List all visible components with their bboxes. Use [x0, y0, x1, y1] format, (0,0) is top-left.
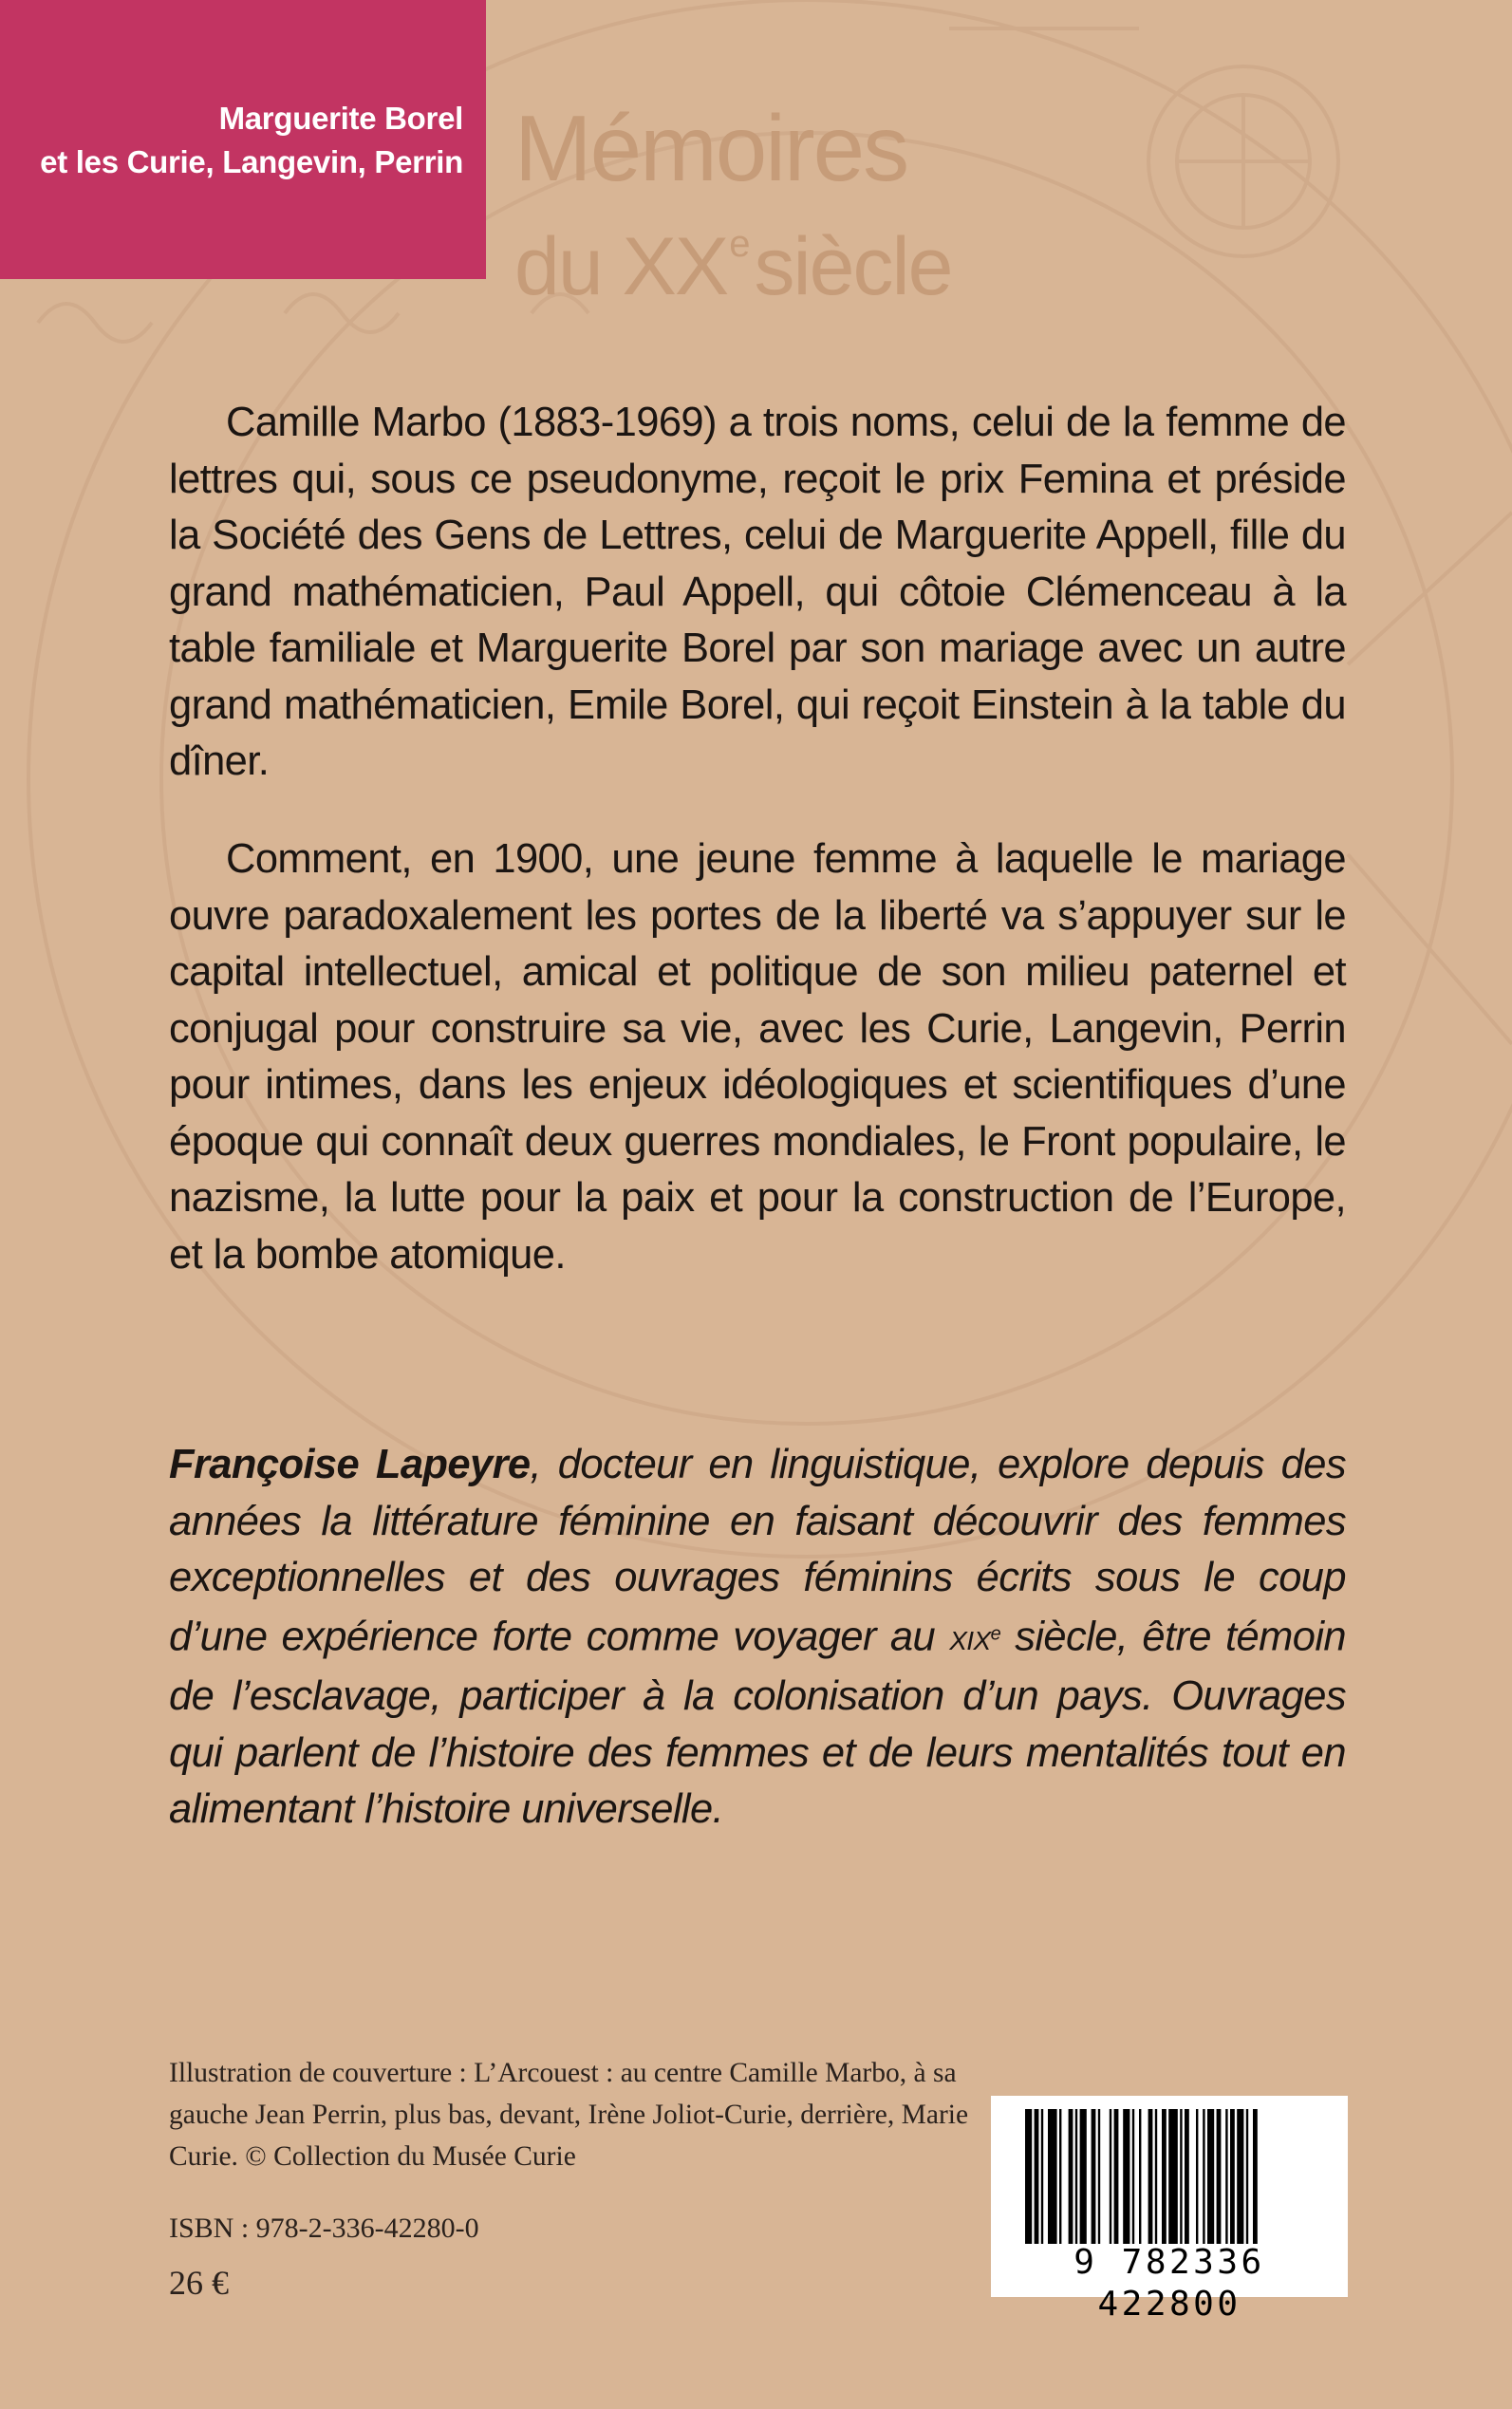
summary-paragraph-1-block	[169, 395, 1346, 791]
series-title-box	[0, 0, 486, 279]
barcode-bar	[1185, 2109, 1189, 2244]
barcode-bar	[1196, 2109, 1198, 2244]
author-bio-century-numeral: XIX	[949, 1625, 991, 1655]
barcode-bar	[1230, 2109, 1235, 2244]
barcode-bar	[1180, 2109, 1182, 2244]
barcode-bar	[1041, 2109, 1043, 2244]
barcode-bar	[1168, 2109, 1178, 2244]
barcode-bar	[1123, 2109, 1129, 2244]
barcode-bar	[1110, 2109, 1111, 2244]
collection-title-line-1: Mémoires	[514, 96, 908, 200]
barcode-bar	[1069, 2109, 1073, 2244]
barcode-digits: 9 782336 422800	[1073, 2243, 1265, 2324]
barcode-bar	[1075, 2109, 1077, 2244]
barcode-bar	[1080, 2109, 1087, 2244]
barcode-bar	[1059, 2109, 1061, 2244]
barcode-bar	[1237, 2109, 1243, 2244]
barcode	[991, 2096, 1348, 2324]
author-bio-text-2: siècle, être témoin de l’esclavage, participer à la colonisation d’un pays. Ouvrages qui parlent de l’histoire des femmes et de leurs mentalités tout en alimentant l’histoire universelle.	[169, 1613, 1347, 1833]
barcode-bar	[1132, 2109, 1134, 2244]
summary-paragraph-2-block	[169, 831, 1346, 1283]
author-bio-text-1: , docteur en linguistique, explore depuis des années la littérature féminine en faisant découvrir des femmes exceptionnelles et des ouvrages féminins écrits sous le coup d’une expérience forte comme voyager au	[169, 1442, 1346, 1659]
barcode-bar	[1148, 2109, 1153, 2244]
price: 26 €	[169, 2264, 229, 2302]
cover-illustration-credit: Illustration de couverture : L’Arcouest : au centre Camille Marbo, à sa gauche Jean Perrin, plus bas, devant, Irène Joliot-Curie, derrière, Marie Curie. © Collection du Musée Curie	[169, 2058, 969, 2172]
barcode-bar	[1048, 2109, 1057, 2244]
collection-title-prefix: du XX	[514, 221, 728, 312]
barcode-bar	[1203, 2109, 1204, 2244]
collection-title-superscript: e	[729, 223, 749, 265]
barcode-bar	[1035, 2109, 1039, 2244]
collection-title-suffix: siècle	[754, 221, 952, 312]
summary-paragraph-1: Camille Marbo (1883-1969) a trois noms, celui de la femme de lettres qui, sous ce pseudonyme, reçoit le prix Femina et préside la Société des Gens de Lettres, celui de Marguerite Appell, fille du grand mathématicien, Paul Appell, qui côtoie Clémenceau à la table familiale et Marguerite Borel par son mariage avec un autre grand mathématicien, Emile Borel, qui reçoit Einstein à la table du dîner.	[169, 400, 1346, 784]
barcode-bar	[1098, 2109, 1100, 2244]
barcode-bar	[1139, 2109, 1141, 2244]
author-name: Françoise Lapeyre	[169, 1442, 531, 1487]
barcode-bar	[1225, 2109, 1227, 2244]
barcode-bar	[1162, 2109, 1167, 2244]
barcode-bar	[1207, 2109, 1214, 2244]
series-title-line-1: Marguerite Borel	[218, 101, 463, 136]
summary-paragraph-2: Comment, en 1900, une jeune femme à laquelle le mariage ouvre paradoxalement les portes de la liberté va s’appuyer sur le capital intellectuel, amical et politique de son milieu paternel et conjugal pour construire sa vie, avec les Curie, Langevin, Perrin pour intimes, dans les enjeux idéologiques et scientifiques d’une époque qui connaît deux guerres mondiales, le Front populaire, le nazisme, la lutte pour la paix et pour la construction de l’Europe, et la bombe atomique.	[169, 836, 1346, 1278]
barcode-bar	[1155, 2109, 1157, 2244]
barcode-bar	[1253, 2109, 1258, 2244]
barcode-bar	[1246, 2109, 1248, 2244]
collection-title-line-2	[514, 199, 951, 311]
series-title-line-2: et les Curie, Langevin, Perrin	[40, 144, 463, 179]
author-bio	[169, 1437, 1346, 1839]
isbn: ISBN : 978-2-336-42280-0	[169, 2213, 479, 2244]
barcode-bar	[1114, 2109, 1119, 2244]
barcode-bars	[1025, 2109, 1314, 2244]
barcode-bar	[1092, 2109, 1096, 2244]
barcode-bar	[1217, 2109, 1222, 2244]
barcode-bar	[1025, 2109, 1032, 2244]
author-bio-century-sup: e	[990, 1623, 1001, 1645]
author-bio-century	[949, 1623, 1001, 1655]
